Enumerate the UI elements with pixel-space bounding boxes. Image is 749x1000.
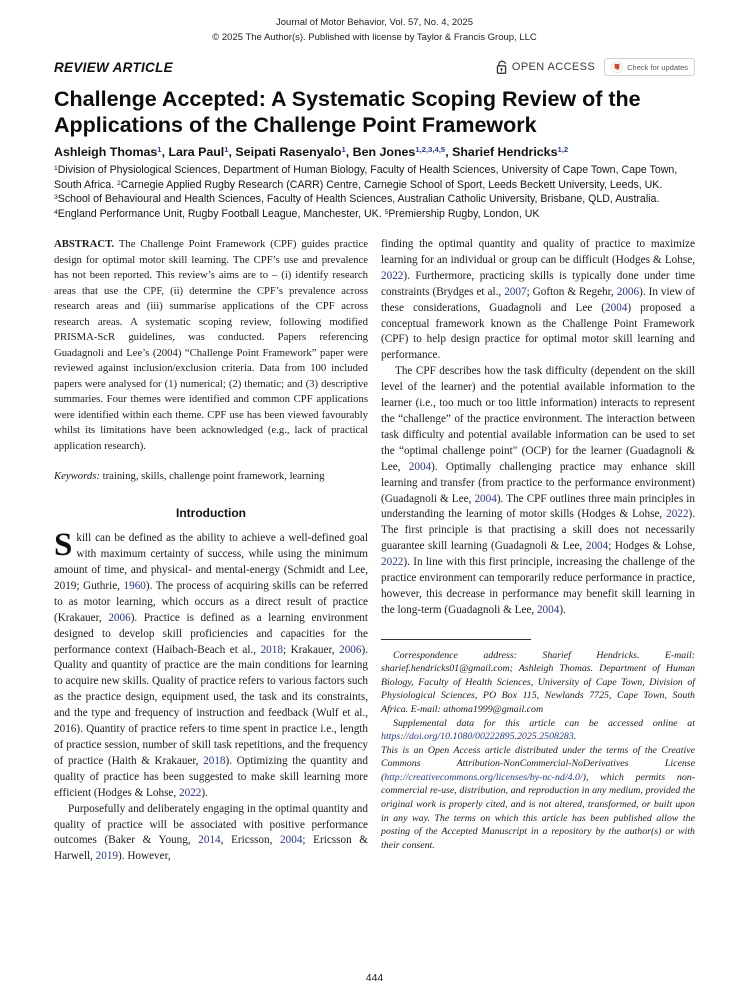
text-segment: ). Practice is defined as a learning environment designed to develop skill proficiencies and capacities for the performance context (Haibach-Beach et al., — [54, 611, 368, 656]
affiliations — [54, 163, 695, 222]
text-segment: , — [345, 144, 353, 159]
inline-link[interactable]: 1 — [341, 145, 346, 155]
drop-cap: S — [54, 527, 73, 564]
text-segment: ; Krakauer, — [282, 643, 340, 656]
intro-paragraph-1 — [54, 527, 368, 801]
text-segment: , — [228, 144, 236, 159]
article-type-label: REVIEW ARTICLE — [54, 59, 173, 75]
text-segment: , — [161, 144, 169, 159]
correspondence-note — [381, 649, 695, 717]
footnote-rule — [381, 639, 531, 640]
text-segment: 5 — [384, 209, 389, 217]
inline-link[interactable]: 2007 — [504, 285, 527, 298]
text-segment: , Ericsson, — [220, 834, 281, 847]
open-access-badge — [496, 60, 595, 75]
inline-link[interactable]: 1 — [157, 145, 162, 155]
text-segment: School of Behavioural and Health Sciences, Faculty of Health Sciences, Australian Catholic University, Brisbane, QLD, Australia. — [57, 193, 660, 206]
inline-link[interactable]: 2004 — [605, 301, 628, 314]
text-segment: ; Gofton & Regehr, — [526, 285, 617, 298]
text-segment: ). Quality and quantity of practice are the main conditions for learning to acquire new skills. Quality of practice refers to various factors such as the practice design, equipment used, the task and its constraints, and the type and frequency of instruction and feedback (Wulf et al., 2016). Quantity of practice refers to time spent in practice i.e., length of practice session, number of skill task repetitions, and the frequency of practice (Haith & Krakauer, — [54, 643, 368, 767]
page-number: 444 — [365, 972, 384, 984]
text-segment: Division of Physiological Sciences, Department of Human Biology, Faculty of Health Sciences, University of Cape Town, Cape Town, South Africa. — [54, 163, 678, 191]
inline-link[interactable]: 2004 — [536, 603, 560, 616]
right-column — [381, 237, 695, 865]
inline-link[interactable]: 1,2,3,4,5 — [415, 145, 446, 155]
text-segment: ). The first principle is that practising a skill does not necessarily guarantee skill learning (Guadagnoli & Lee, — [381, 508, 695, 553]
text-segment: ). Optimizing the quantity and quality of practice has been suggested to make skill learning more efficient (Hodges & Lohse, — [54, 754, 368, 799]
body-columns — [54, 237, 695, 865]
inline-link[interactable]: 2004 — [585, 540, 609, 553]
text-segment: training, skills, challenge point framework, learning — [99, 470, 325, 483]
introduction-heading: Introduction — [176, 506, 246, 521]
text-segment: ). Optimally challenging practice may enhance skill learning and transfer (from practice to the performance environment) (Guadagnoli & Lee, — [381, 460, 696, 505]
check-for-updates-button[interactable] — [604, 58, 695, 76]
text-segment: Sharief Hendricks — [452, 144, 558, 159]
journal-citation-line: Journal of Motor Behavior, Vol. 57, No. 4, 2025 — [276, 17, 473, 28]
inline-link[interactable]: 2018 — [260, 643, 283, 656]
text-segment: Ashleigh Thomas — [54, 144, 158, 159]
text-segment: ; Ericsson & Harwell, — [54, 834, 369, 863]
text-segment: Purposefully and deliberately engaging in the optimal quantity and quality of practice will be associated with positive performance outcomes (Baker & Young, — [54, 802, 368, 847]
text-segment: ) proposed a conceptual framework known as the Challenge Point Framework (CPF) to help design practice for optimal motor skill learning and performance. — [381, 301, 695, 362]
left-column — [54, 237, 368, 865]
author-list — [54, 145, 695, 159]
inline-link[interactable]: 2004 — [408, 460, 432, 473]
intro-paragraph-2 — [54, 802, 368, 866]
text-segment: ; Hodges & Lohse, — [608, 540, 695, 553]
text-segment: Supplemental data for this article can be accessed online at — [393, 717, 695, 729]
column2-paragraph-2 — [381, 364, 695, 619]
text-segment: , — [445, 144, 453, 159]
open-access-license-note — [381, 744, 695, 853]
access-badges — [496, 58, 695, 76]
text-segment: . — [573, 731, 577, 743]
footnote-text — [381, 649, 695, 852]
inline-link[interactable]: 2014 — [198, 834, 221, 847]
text-segment: Premiership Rugby, London, UK — [388, 208, 540, 221]
check-for-updates-label: Check for updates — [627, 62, 688, 72]
copyright-line: © 2025 The Author(s). Published with license by Taylor & Francis Group, LLC — [212, 31, 537, 43]
inline-link[interactable]: 2019 — [95, 850, 119, 863]
text-segment: England Performance Unit, Rugby Football League, Manchester, UK. — [57, 208, 385, 221]
inline-link[interactable]: https://doi.org/10.1080/00222895.2025.2508283 — [381, 731, 574, 743]
intro-paragraph-1-text — [54, 527, 368, 799]
inline-link[interactable]: 1960 — [123, 579, 146, 592]
text-segment: Carnegie Applied Rugby Research (CARR) Centre, Carnegie School of Sport, Leeds Beckett University, Leeds, UK. — [120, 178, 663, 191]
text-segment: ). — [559, 603, 566, 616]
journal-header — [54, 16, 695, 45]
inline-link[interactable]: http://creativecommons.org/licenses/by-nc-nd/4.0/ — [384, 771, 583, 783]
text-segment: Lara Paul — [168, 144, 225, 159]
abstract-paragraph — [54, 237, 368, 454]
text-segment: ). The CPF outlines three main principles in understanding the learning of motor skills (Hodges & Lohse, — [381, 492, 696, 521]
inline-link[interactable]: 2022 — [381, 556, 404, 569]
text-segment: ). In line with this first principle, increasing the challenge of the practice environment can temporarily reduce performance in practice, however, this decrease in performance may benefit skill learning in the long-term (Guadagnoli & Lee, — [381, 556, 695, 616]
inline-link[interactable]: 1 — [224, 145, 229, 155]
text-segment: 2 — [117, 179, 121, 187]
supplemental-data-note — [381, 717, 695, 744]
inline-link[interactable]: 2006 — [616, 285, 640, 298]
open-access-label: OPEN ACCESS — [511, 61, 596, 74]
text-segment: The CPF describes how the task difficulty (dependent on the skill level of the learner) and the potential available information to the learner (i.e., too much or too little information) interacts to represent the “challenge” of the practice environment. The interaction between task difficulty and potential available information can be used to set the “optimal challenge point" (OCP) for the learner (Guadagnoli & Lee, — [381, 365, 695, 473]
inline-link[interactable]: 1,2 — [557, 145, 569, 155]
inline-link[interactable]: 2022 — [666, 508, 689, 521]
text-segment: ). In view of these considerations, Guadagnoli and Lee ( — [381, 285, 695, 314]
text-segment: Seipati Rasenyalo — [235, 144, 342, 159]
article-title: Challenge Accepted: A Systematic Scoping Review of the Applications of the Challenge Point Framework — [54, 87, 641, 137]
text-segment: This is an Open Access article distributed under the terms of the Creative Commons Attribution-NonCommercial-NoDerivatives License ( — [381, 744, 695, 783]
crossmark-icon — [611, 61, 623, 73]
text-segment: ABSTRACT. — [54, 238, 115, 251]
inline-link[interactable]: 2004 — [474, 492, 497, 505]
text-segment: 4 — [54, 209, 58, 217]
text-segment: ). However, — [118, 850, 171, 863]
article-type-row — [54, 58, 695, 76]
text-segment: finding the optimal quantity and quality of practice to maximize learning for an individual or group can be difficult (Hodges & Lohse, — [381, 238, 695, 266]
inline-link[interactable]: 2006 — [108, 611, 131, 624]
inline-link[interactable]: 2022 — [179, 786, 202, 799]
text-segment: Correspondence address: Sharief Hendricks. E-mail: sharief.hendricks01@gmail.com; Ashleigh Thomas. Department of Human Biology, Faculty of Health Sciences, University of Cape Town, Division of Physiological Sciences, PO Box 115, Newlands 7725, Cape Town, South Africa. E-mail: athoma1999@gmail.com — [381, 649, 695, 716]
text-segment: Ben Jones — [352, 144, 416, 159]
keywords-line — [54, 469, 368, 484]
text-segment: ), which permits non-commercial re-use, distribution, and reproduction in any medium, provided the original work is properly cited, and is not altered, transformed, or built upon in any way. The terms on which this article has been published allow the posting of the Accepted Manuscript in a repository by the author(s) or with their consent. — [381, 771, 695, 851]
text-segment: 3 — [54, 194, 58, 202]
text-segment: The Challenge Point Framework (CPF) guides practice design for optimal motor skill learning. The CPF’s use and prevalence has not been reported. This review’s aims are to – (i) identify research areas that use the CPF, (ii) determine the CPF’s prevalence across research areas and (iii) summarise applications of the CPF across research areas. A systematic scoping review, following modified PRISMA-ScR guidelines, was conducted. Papers referencing Guadagnoli and Lee’s (2004) “Challenge Point Framework” paper were reviewed against inclusion/exclusion criteria. Data from 100 included papers were analysed for (1) numerical; (2) thematic; and (3) descriptive summaries. Four themes were identified and common CPF applications were identified within each theme. CPF use has been viewed favourably whilst its limitations have been acknowledged (e.g., lack of practical application research). — [54, 238, 368, 452]
text-segment: Keywords: — [54, 470, 100, 483]
text-segment: ). Furthermore, practicing skills is typically done under time constraints (Brydges et al., — [381, 269, 695, 298]
inline-link[interactable]: 2018 — [203, 754, 226, 767]
inline-link[interactable]: 2022 — [381, 269, 404, 282]
column2-paragraph-1 — [381, 237, 695, 364]
footnote-block — [381, 639, 695, 852]
text-segment: 1 — [54, 164, 58, 172]
open-access-lock-icon — [496, 60, 508, 75]
inline-link[interactable]: 2006 — [339, 643, 362, 656]
text-segment: kill can be defined as the ability to achieve a well-defined goal with maximum certainty of success, while using the minimum amount of time, and physical- and mental-energy (Schmidt and Lee, 2019; Guthrie, — [54, 532, 368, 592]
text-segment: ). The process of acquiring skills can be referred to as motor learning, which occurs as a direct result of practice (Krakauer, — [54, 579, 368, 624]
text-segment: ). — [201, 786, 208, 799]
inline-link[interactable]: 2004 — [280, 834, 303, 847]
